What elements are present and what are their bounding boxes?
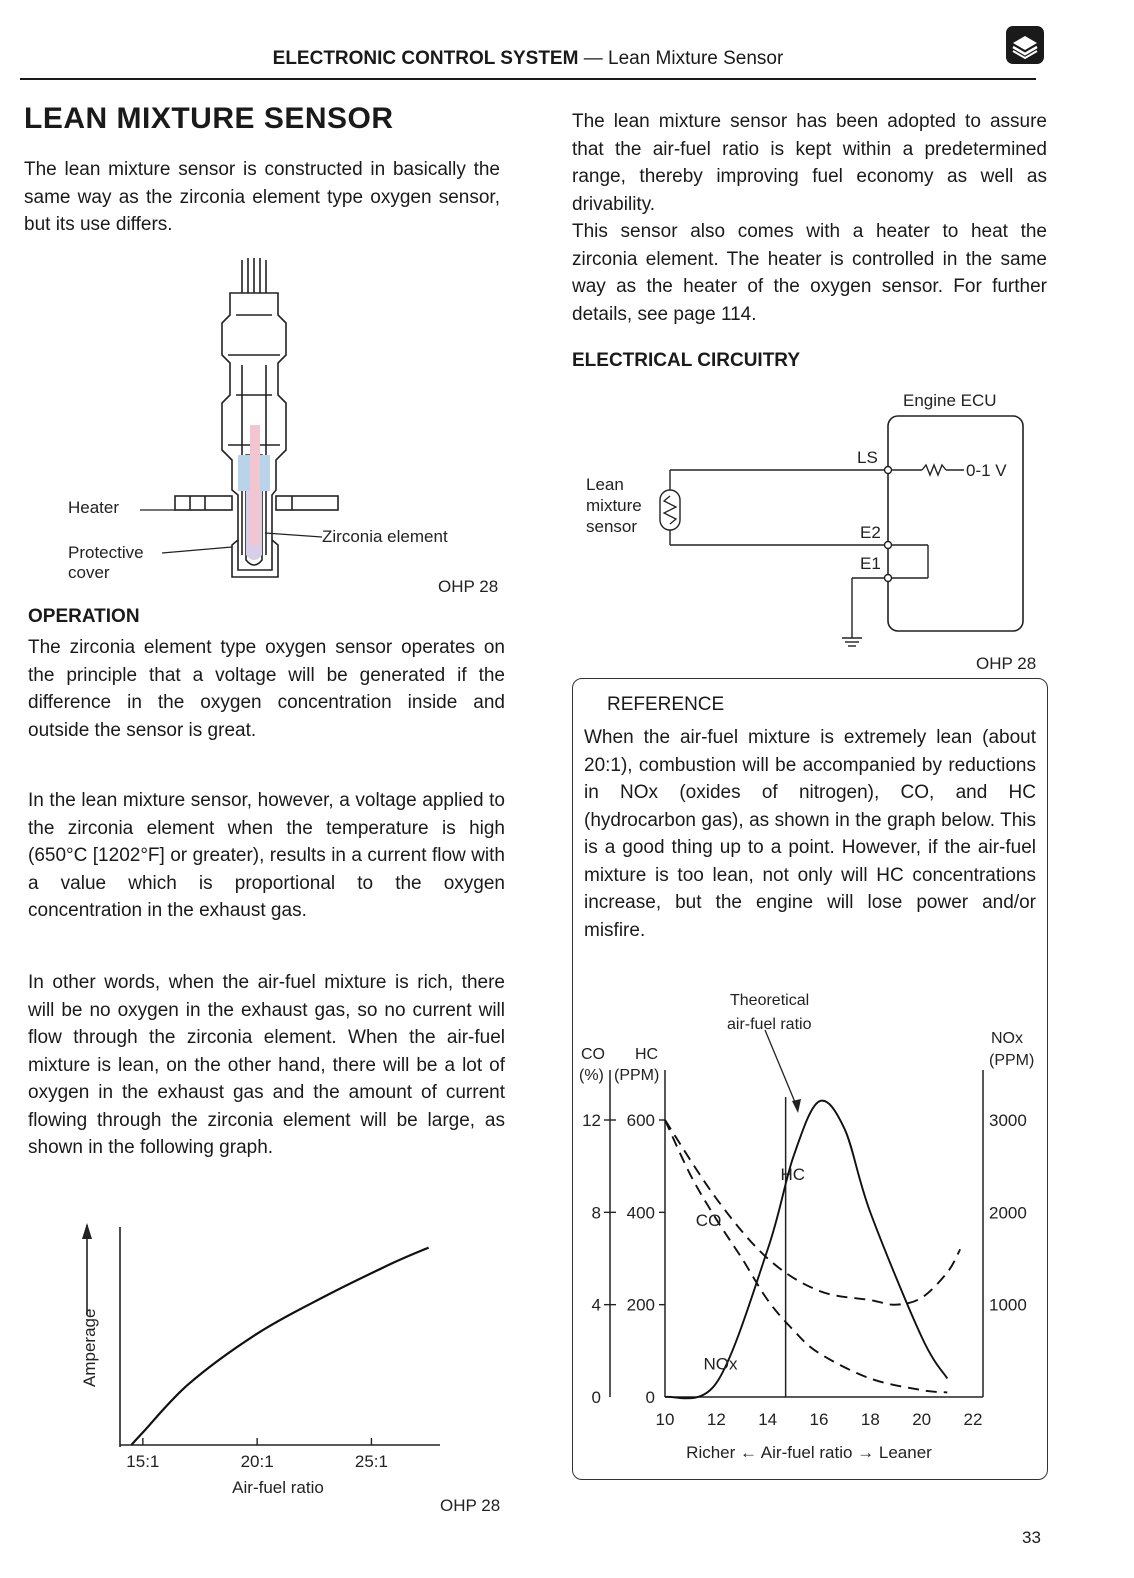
sensor-cross-section (60, 255, 510, 600)
ls-terminal-label: LS (857, 448, 878, 467)
protective-cover-label-2: cover (68, 563, 110, 582)
reference-text: When the air-fuel mixture is extremely lean (about 20:1), combustion will be accompanied by reductions in NOx (oxides of nitrogen), CO, and HC (hydrocarbon gas), as shown in the graph below. This is a good thing up to a point. However, if the air-fuel mixture is too lean, not only will HC concentrations increase, but the engine will lose power and/or misfire. (584, 727, 1036, 941)
sensor-symbol (660, 490, 680, 530)
hc-tick-label: 600 (626, 1111, 655, 1130)
hc-axis-label: HC (635, 1046, 659, 1063)
right-paragraph-1: The lean mixture sensor has been adopted to assure that the air-fuel ratio is kept within a predetermined range, thereby improving fuel economy as well as drivability. (572, 111, 1047, 215)
nox-unit-label: (PPM) (989, 1052, 1035, 1069)
series-co-label: CO (695, 1211, 722, 1231)
series-nox-label: NOx (703, 1354, 738, 1374)
header-title (20, 48, 1036, 70)
intro-paragraph: The lean mixture sensor is constructed in basically the same way as the zirconia element type oxygen sensor, but its use differs. (24, 159, 500, 235)
e2-terminal-label: E2 (860, 523, 881, 542)
operation-paragraph-1: The zirconia element type oxygen sensor operates on the principle that a voltage will be generated if the difference in the oxygen concentration inside and outside the sensor is great. (28, 637, 505, 741)
co-tick-label: 4 (591, 1295, 601, 1315)
book-icon (1006, 26, 1044, 64)
ecu-box (888, 416, 1023, 631)
nox-axis-label: NOx (991, 1030, 1023, 1047)
x-tick-label: 10 (655, 1410, 675, 1429)
annotation-line-1: Theoretical (730, 992, 810, 1009)
x-tick-label: 22 (963, 1410, 983, 1429)
sensor-label-2: mixture (586, 496, 642, 515)
x-tick-label: 12 (706, 1410, 726, 1429)
right-paragraph-2: This sensor also comes with a heater to heat the zirconia element. The heater is controlled in the same way as the heater of the oxygen sensor. For further details, see page 114. (572, 221, 1047, 325)
header-separator: — (583, 48, 603, 69)
annotation-line-2: air-fuel ratio (727, 1016, 812, 1033)
x-tick-label: 16 (809, 1410, 829, 1429)
y-axis-arrow (82, 1223, 92, 1315)
co-tick-label: 0 (591, 1388, 601, 1407)
x-axis-label: Air-fuel ratio (232, 1478, 324, 1497)
y-axis-label: Amperage (80, 1308, 99, 1387)
page-title: LEAN MIXTURE SENSOR (24, 102, 394, 135)
x-tick-label: 15:1 (126, 1452, 160, 1471)
co-tick-label: 12 (582, 1111, 601, 1130)
x-tick-label: 18 (860, 1410, 880, 1429)
nox-tick-label: 1000 (989, 1295, 1027, 1315)
operation-paragraph-2: In the lean mixture sensor, however, a voltage applied to the zirconia element when the temperature is high (650°C [1202°F] or greater), results in a current flow with a value which is proportional to the oxygen concentration in the exhaust gas. (28, 790, 505, 921)
sensor-label-1: Lean (586, 475, 624, 494)
heater-label: Heater (68, 498, 120, 517)
x-axis-label: Richer ← Air-fuel ratio → Leaner (686, 1443, 932, 1462)
ohp-label: OHP 28 (976, 654, 1037, 673)
hc-tick-label: 400 (626, 1203, 655, 1223)
hc-tick-label: 200 (626, 1295, 655, 1315)
operation-heading: OPERATION (28, 606, 140, 627)
operation-paragraph-3: In other words, when the air-fuel mixture is rich, there will be no oxygen in the exhaust gas, so no current will flow through the zirconia element. When the air-fuel mixture is lean, on the other hand, there will be a lot of oxygen in the exhaust gas and the amount of current flowing through the zirconia element will be large, as shown in the following graph. (28, 972, 505, 1158)
hc-unit-label: (PPM) (614, 1067, 660, 1084)
series-co-line (665, 1120, 947, 1392)
sensor-label-3: sensor (586, 517, 638, 536)
x-tick-label: 20 (912, 1410, 932, 1429)
series-hc-label: HC (780, 1165, 806, 1185)
emissions-chart (575, 985, 1045, 1477)
e1-terminal-label: E1 (860, 554, 881, 573)
zirconia-element-label: Zirconia element (322, 527, 448, 546)
hc-tick-label: 0 (645, 1388, 655, 1407)
x-tick-label: 25:1 (354, 1452, 388, 1471)
nox-tick-label: 3000 (989, 1111, 1027, 1130)
page-number: 33 (1022, 1528, 1041, 1547)
annotation-leader (765, 1030, 797, 1107)
nox-tick-label: 2000 (989, 1203, 1027, 1223)
voltage-label: 0-1 V (966, 461, 1007, 480)
ohp-label: OHP 28 (438, 577, 499, 596)
x-tick-label: 14 (758, 1410, 778, 1429)
circuit-diagram (580, 380, 1050, 680)
annotation-arrow (792, 1099, 801, 1113)
co-unit-label: (%) (579, 1067, 604, 1084)
x-tick-label: 20:1 (240, 1452, 274, 1471)
protective-cover-label: Protective (68, 543, 144, 562)
header-section: ELECTRONIC CONTROL SYSTEM (272, 48, 579, 69)
amperage-curve (131, 1248, 428, 1445)
ohp-label: OHP 28 (440, 1496, 501, 1515)
co-tick-label: 8 (591, 1203, 601, 1223)
reference-title: REFERENCE (607, 694, 725, 715)
ecu-label: Engine ECU (903, 391, 997, 410)
amperage-chart (60, 1215, 520, 1515)
circuitry-heading: ELECTRICAL CIRCUITRY (572, 350, 800, 371)
header-subsection: Lean Mixture Sensor (608, 48, 784, 69)
page-header (20, 40, 1036, 80)
co-axis-label: CO (581, 1046, 605, 1063)
